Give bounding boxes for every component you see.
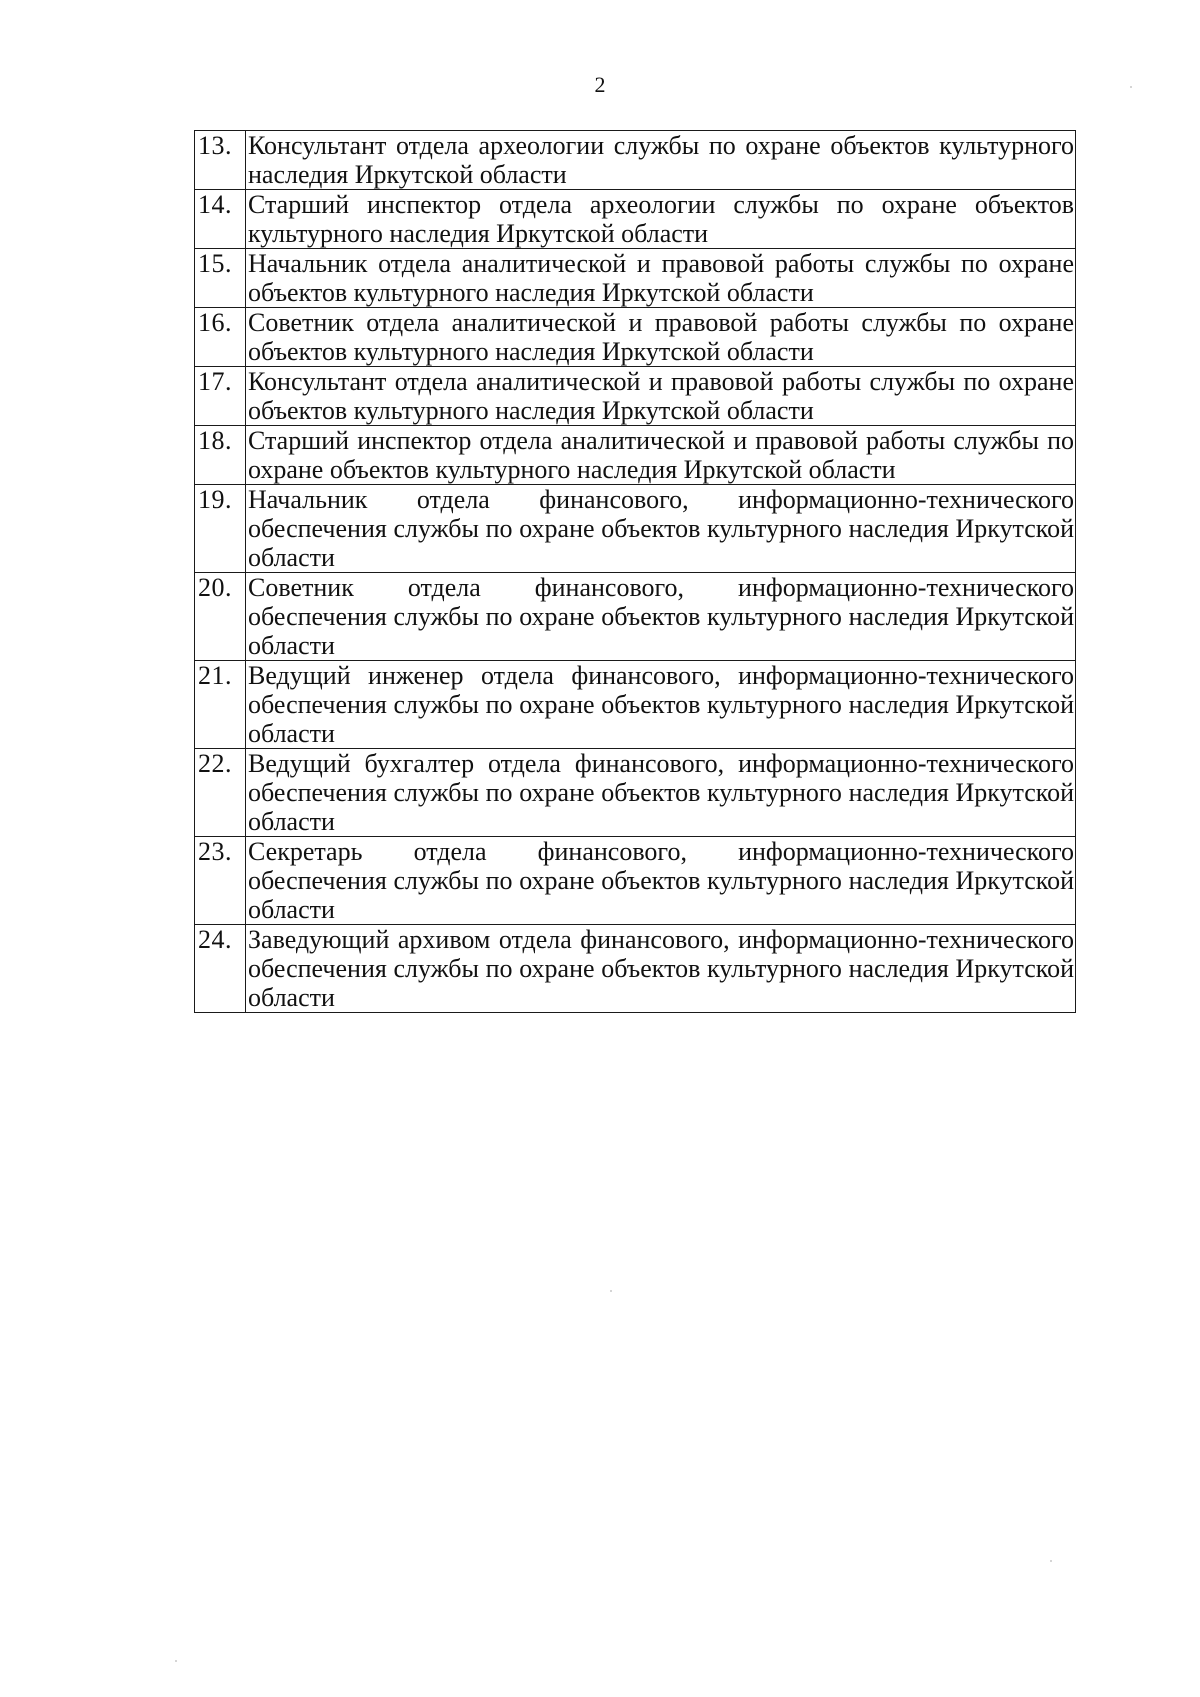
row-number: 19.	[195, 485, 246, 573]
table-row	[195, 308, 1076, 367]
position-title: Ведущий инженер отдела финансового, информационно-технического обеспечения службы по охране объектов культурного наследия Иркутской области	[246, 661, 1076, 749]
position-title: Советник отдела финансового, информационно-технического обеспечения службы по охране объектов культурного наследия Иркутской области	[246, 573, 1076, 661]
table-row	[195, 573, 1076, 661]
scan-speck	[1050, 1560, 1052, 1562]
table-row	[195, 249, 1076, 308]
table-row	[195, 661, 1076, 749]
row-number: 14.	[195, 190, 246, 249]
position-title: Заведующий архивом отдела финансового, информационно-технического обеспечения службы по охране объектов культурного наследия Иркутской области	[246, 925, 1076, 1013]
page-number: 2	[594, 72, 606, 97]
table-row	[195, 485, 1076, 573]
scan-speck	[610, 1290, 612, 1292]
row-number: 22.	[195, 749, 246, 837]
row-number: 16.	[195, 308, 246, 367]
row-number: 18.	[195, 426, 246, 485]
scan-speck	[175, 1660, 177, 1662]
table-row	[195, 131, 1076, 190]
scan-speck	[1130, 86, 1132, 88]
row-number: 21.	[195, 661, 246, 749]
position-title: Начальник отдела финансового, информационно-технического обеспечения службы по охране объектов культурного наследия Иркутской области	[246, 485, 1076, 573]
position-title: Секретарь отдела финансового, информационно-технического обеспечения службы по охране объектов культурного наследия Иркутской области	[246, 837, 1076, 925]
table-row	[195, 367, 1076, 426]
positions-table	[194, 130, 1076, 1013]
position-title: Ведущий бухгалтер отдела финансового, информационно-технического обеспечения службы по охране объектов культурного наследия Иркутской области	[246, 749, 1076, 837]
table-row	[195, 426, 1076, 485]
row-number: 13.	[195, 131, 246, 190]
position-title: Начальник отдела аналитической и правовой работы службы по охране объектов культурного наследия Иркутской области	[246, 249, 1076, 308]
position-title: Советник отдела аналитической и правовой работы службы по охране объектов культурного наследия Иркутской области	[246, 308, 1076, 367]
row-number: 15.	[195, 249, 246, 308]
position-title: Консультант отдела археологии службы по охране объектов культурного наследия Иркутской области	[246, 131, 1076, 190]
table-row	[195, 190, 1076, 249]
row-number: 20.	[195, 573, 246, 661]
position-title: Старший инспектор отдела археологии службы по охране объектов культурного наследия Иркутской области	[246, 190, 1076, 249]
row-number: 17.	[195, 367, 246, 426]
table-row	[195, 749, 1076, 837]
position-title: Консультант отдела аналитической и правовой работы службы по охране объектов культурного наследия Иркутской области	[246, 367, 1076, 426]
position-title: Старший инспектор отдела аналитической и правовой работы службы по охране объектов культурного наследия Иркутской области	[246, 426, 1076, 485]
row-number: 24.	[195, 925, 246, 1013]
table-row	[195, 925, 1076, 1013]
table-row	[195, 837, 1076, 925]
row-number: 23.	[195, 837, 246, 925]
